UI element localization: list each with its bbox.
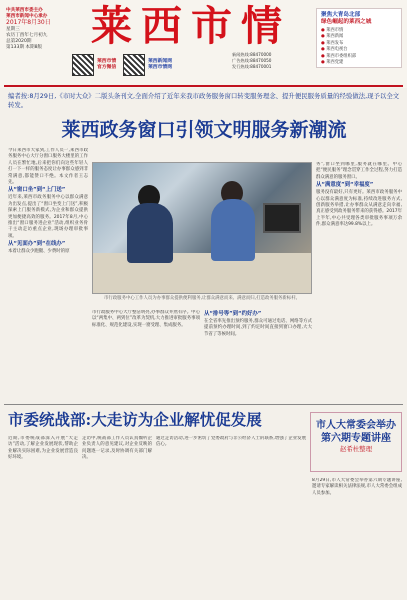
promo-item: ● 莱西市情: [321, 28, 397, 34]
contact-ad: 广告热线:88470050: [232, 58, 272, 63]
bottom-column-3: [156, 436, 306, 596]
paragraph: 走访中,统战部工作人员认真倾听企业负责人的意见建议,对企业反映的问题逐一记录,及时协调有关部门解决。: [82, 436, 152, 461]
promo-item: ● 莱西党建: [321, 60, 397, 66]
paragraph: 务”,窗口坐到哪里,服务就在哪里。中心把“便民服务”理念贯穿工作全过程,努力打造群众满意的服务窗口。: [316, 162, 402, 180]
section-subhead: 从“见面办”到“在线办”: [8, 241, 66, 248]
publisher-line-1: 中共莱西市委主办: [6, 8, 43, 13]
masthead-rule: [4, 85, 403, 87]
promo-heading-1: 聚焦大青岛北部: [321, 12, 361, 18]
photo-person: [211, 199, 255, 261]
masthead: [0, 0, 407, 88]
media-wechat-sub: 官方微信: [97, 65, 117, 70]
lunar-date: 农历丁酉年七月初九: [6, 32, 48, 38]
publisher-line-2: 莱西市新闻中心承办: [6, 14, 48, 20]
masthead-info: [6, 8, 68, 51]
paragraph: 今日莱西市大家到,工作人员一,莱西市政务服务中心大厅分窗口服务大楼里的工作人员在繁忙地,后来把你们向这些年轻人打一下一样的服务态度让办事群众感到非常满意,都能赞口不绝。本文作者王志先。: [8, 148, 88, 186]
promo-item: ● 莱西市委组织部: [321, 54, 397, 60]
article-column-mid-a: [92, 310, 200, 400]
side-byline: 赵希杜整理: [340, 445, 372, 453]
promo-item: ● 莱西新闻: [321, 34, 397, 40]
bottom-column-2: [82, 436, 152, 596]
side-article-box[interactable]: [310, 412, 402, 472]
paragraph: 通过走访活动,进一步密切了党委政府与非公经济人士的联系,增强了企业发展信心。: [156, 436, 306, 448]
media-wechat[interactable]: [97, 59, 123, 71]
side-headline-2: 第六期专题讲座: [321, 433, 391, 444]
qr-code-icon[interactable]: [72, 54, 94, 76]
main-headline[interactable]: 莱西政务窗口引领文明服务新潮流: [61, 119, 347, 141]
bottom-column-4: [312, 478, 402, 596]
masthead-promo-box: [316, 8, 402, 68]
paragraph: 近年来,莱西市政务服务中心以群众满意为出发点,提出了“窗口坐变上门送”,积极探索上门服务新模式,为企业和群众提供更加便捷高效的服务。2017年8月,中心推出“窗口服务进企业”活动,组织业务骨干主动走访重点企业,现场办理审批事项。: [8, 195, 88, 239]
promo-list: [321, 28, 397, 66]
section-subhead: 从“窗口坐”到“上门送”: [8, 187, 66, 194]
second-headline[interactable]: 市委统战部:大走访为企业解忧促发展: [8, 410, 262, 429]
photo-caption: 市行政服务中心工作人员为办事群众提供便利服务,让群众满意而来、满意而归,打造政务服务新标杆。: [104, 296, 300, 301]
contact-news: 新闻热线:88470000: [232, 52, 272, 57]
issue-date: 2017年8月30日: [6, 19, 51, 27]
news-photo[interactable]: [92, 162, 312, 294]
article-column-mid-b: [204, 310, 312, 400]
media-site-sub: 莱西市情网: [148, 65, 172, 70]
paragraph: 近期,市委统战部深入开展“大走访”活动,了解企业发展现状,帮助企业解决实际困难,为企业发展营造良好环境。: [8, 436, 78, 461]
media-news-site[interactable]: [148, 59, 174, 71]
weekday: 星期三: [6, 26, 20, 32]
contact-distribution: 发行热线:88470001: [232, 64, 272, 69]
paragraph: 8月29日,市人大常委会举办第六期专题讲座,邀请专家解读相关法律法规,市人大常委会组成人员参加。: [312, 478, 402, 496]
paragraph: 服务没有最好,只有更好。莱西市政务服务中心以群众满意度为标准,持续改进服务方式,创新服务举措,让办事群众从满意走向幸福,真正感受到政务服务带来的获得感。2017年上半年,中心共受理各类审批服务事项万余件,群众满意率达99.8%以上。: [316, 190, 402, 228]
bottom-column-1: [8, 436, 78, 596]
photo-desk: [93, 253, 312, 293]
media-wechat-name: 莱西市情: [97, 59, 117, 64]
qr-code-icon[interactable]: [123, 54, 145, 76]
promo-item: ● 莱西电视台: [321, 47, 397, 53]
photo-monitor: [263, 203, 301, 233]
contact-lines: [232, 52, 312, 70]
paragraph: 在全省率先推出预约服务,群众可通过电话、网络等方式提前预约办理时间,到了约定时间直接到窗口办理,大大节省了等候时间。: [204, 319, 312, 337]
editor-note: 编者按:8月29日,《市时大众》二版头条刊文,全面介绍了近年来我市政务服务窗口转变服务理念、提升便民服务质量的经验做法,现予以全文转发。: [8, 92, 400, 109]
article-column-right: [316, 162, 402, 398]
issue-number: 第133期 本期8版: [6, 45, 43, 51]
section-divider: [4, 404, 403, 405]
promo-item: ● 莱西发布: [321, 41, 397, 47]
section-subhead: 从“排号等”到“约好办”: [204, 311, 262, 317]
issue-total: 总第2020期: [6, 39, 32, 45]
side-headline-1: 市人大常委会举办: [316, 420, 396, 431]
paragraph: 本着让群众少跑腿、少费时的原: [8, 249, 70, 255]
media-site-name: 莱西新闻网: [148, 59, 172, 64]
paragraph: 市行政服务中心大厅整洁明亮,办事群众井然有序。中心以“两集中、两到位”改革为契机,大力推进审批服务事项标准化、规范化建设,实现一窗受理、集成服务。: [92, 310, 200, 328]
photo-person: [127, 203, 173, 263]
section-subhead: 从“满意度”到“幸福度”: [316, 182, 374, 189]
article-column-left: [8, 148, 88, 398]
newspaper-title: 莱西市情: [91, 2, 291, 50]
promo-heading-2: 绿色崛起的莱西之城: [321, 19, 372, 25]
